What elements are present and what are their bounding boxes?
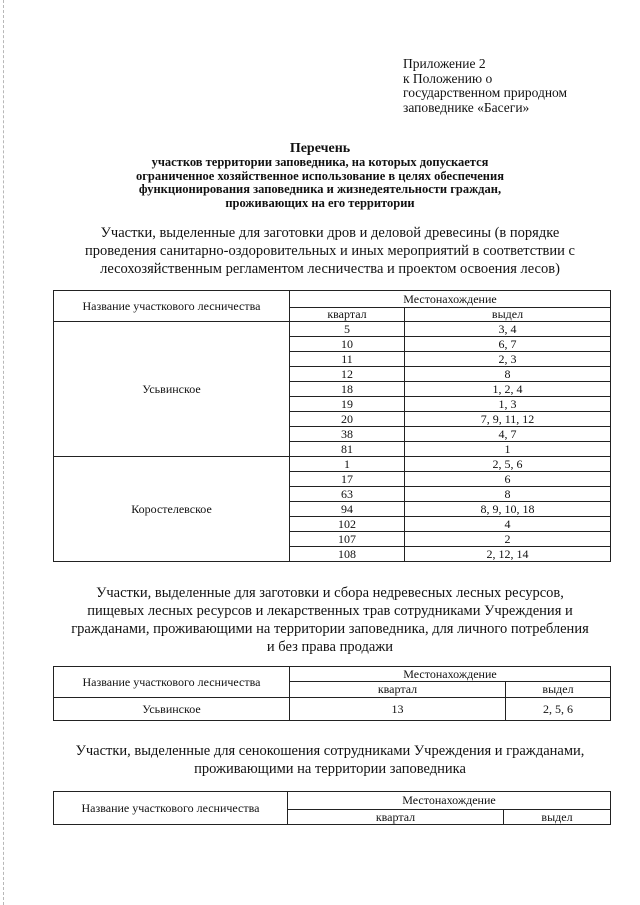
plot-cell: 6 xyxy=(405,472,611,487)
plot-cell: 7, 9, 11, 12 xyxy=(405,412,611,427)
plot-cell: 4 xyxy=(405,517,611,532)
section-line: проживающими на территории заповедника xyxy=(194,761,466,777)
quarter-cell: 13 xyxy=(290,698,506,721)
title-line: ограниченное хозяйственное использование в целях обеспечения xyxy=(136,168,504,183)
quarter-cell: 17 xyxy=(290,472,405,487)
plot-cell: 2 xyxy=(405,532,611,547)
table-row xyxy=(54,457,611,472)
haymaking-plots-table xyxy=(53,791,611,825)
quarter-cell: 1 xyxy=(290,457,405,472)
firewood-plots-table xyxy=(53,290,611,562)
section1-heading xyxy=(50,224,610,278)
title-line: проживающих на его территории xyxy=(225,195,415,210)
quarter-cell: 38 xyxy=(290,427,405,442)
section-line: лесохозяйственным регламентом лесничества и проектом освоения лесов) xyxy=(100,261,560,277)
section-line: Участки, выделенные для заготовки и сбора недревесных лесных ресурсов, xyxy=(96,585,564,601)
quarter-cell: 20 xyxy=(290,412,405,427)
plot-cell: 1 xyxy=(405,442,611,457)
quarter-cell: 10 xyxy=(290,337,405,352)
plot-cell: 3, 4 xyxy=(405,322,611,337)
quarter-cell: 102 xyxy=(290,517,405,532)
appendix-line: государственном природном xyxy=(403,85,568,100)
section2-heading xyxy=(50,584,610,656)
quarter-cell: 63 xyxy=(290,487,405,502)
plot-cell: 1, 3 xyxy=(405,397,611,412)
forestry-name-header: Название участкового лесничества xyxy=(54,792,288,825)
forestry-name-cell: Усьвинское xyxy=(54,322,290,457)
appendix-line: заповеднике «Басеги» xyxy=(403,99,530,115)
section-line: гражданами, проживающими на территории заповедника, для личного потребления xyxy=(71,621,589,637)
plot-cell: 2, 3 xyxy=(405,352,611,367)
section-line: Участки, выделенные для заготовки дров и деловой древесины (в порядке xyxy=(100,225,560,241)
plot-header: выдел xyxy=(405,308,611,322)
location-header: Местонахождение xyxy=(290,291,611,308)
document-title xyxy=(60,141,580,210)
quarter-cell: 81 xyxy=(290,442,405,457)
quarter-header: квартал xyxy=(290,682,506,698)
plot-cell: 1, 2, 4 xyxy=(405,382,611,397)
appendix-line: Приложение 2 xyxy=(403,56,486,71)
section3-heading xyxy=(50,742,610,778)
plot-header: выдел xyxy=(506,682,611,698)
quarter-cell: 18 xyxy=(290,382,405,397)
title-line: участков территории заповедника, на которых допускается xyxy=(151,155,489,169)
table-row xyxy=(54,322,611,337)
page-left-edge xyxy=(3,0,4,905)
plot-cell: 2, 12, 14 xyxy=(405,547,611,562)
quarter-cell: 5 xyxy=(290,322,405,337)
plot-header: выдел xyxy=(504,810,611,825)
plot-cell: 4, 7 xyxy=(405,427,611,442)
quarter-cell: 19 xyxy=(290,397,405,412)
plot-cell: 6, 7 xyxy=(405,337,611,352)
section-line: и без права продажи xyxy=(266,639,394,655)
plot-cell: 2, 5, 6 xyxy=(506,698,611,721)
appendix-note xyxy=(403,57,623,115)
plot-cell: 8, 9, 10, 18 xyxy=(405,502,611,517)
forestry-name-cell: Усьвинское xyxy=(54,698,290,721)
quarter-cell: 12 xyxy=(290,367,405,382)
title-main: Перечень xyxy=(289,141,351,156)
appendix-line: к Положению о xyxy=(403,70,493,86)
forestry-name-header: Название участкового лесничества xyxy=(54,291,290,322)
quarter-cell: 11 xyxy=(290,352,405,367)
quarter-cell: 108 xyxy=(290,547,405,562)
quarter-cell: 94 xyxy=(290,502,405,517)
quarter-header: квартал xyxy=(290,308,405,322)
plot-cell: 8 xyxy=(405,487,611,502)
location-header: Местонахождение xyxy=(290,667,611,682)
section-line: проведения санитарно-оздоровительных и иных мероприятий в соответствии с xyxy=(85,243,575,259)
forestry-name-header: Название участкового лесничества xyxy=(54,667,290,698)
non-timber-resources-table xyxy=(53,666,611,721)
plot-cell: 8 xyxy=(405,367,611,382)
location-header: Местонахождение xyxy=(288,792,611,810)
quarter-cell: 107 xyxy=(290,532,405,547)
table-row xyxy=(54,698,611,721)
section-line: Участки, выделенные для сенокошения сотрудниками Учреждения и гражданами, xyxy=(75,743,585,759)
plot-cell: 2, 5, 6 xyxy=(405,457,611,472)
section-line: пищевых лесных ресурсов и лекарственных трав сотрудниками Учреждения и xyxy=(87,603,573,619)
forestry-name-cell: Коростелевское xyxy=(54,457,290,562)
quarter-header: квартал xyxy=(288,810,504,825)
title-line: функционирования заповедника и жизнедеятельности граждан, xyxy=(138,182,502,196)
